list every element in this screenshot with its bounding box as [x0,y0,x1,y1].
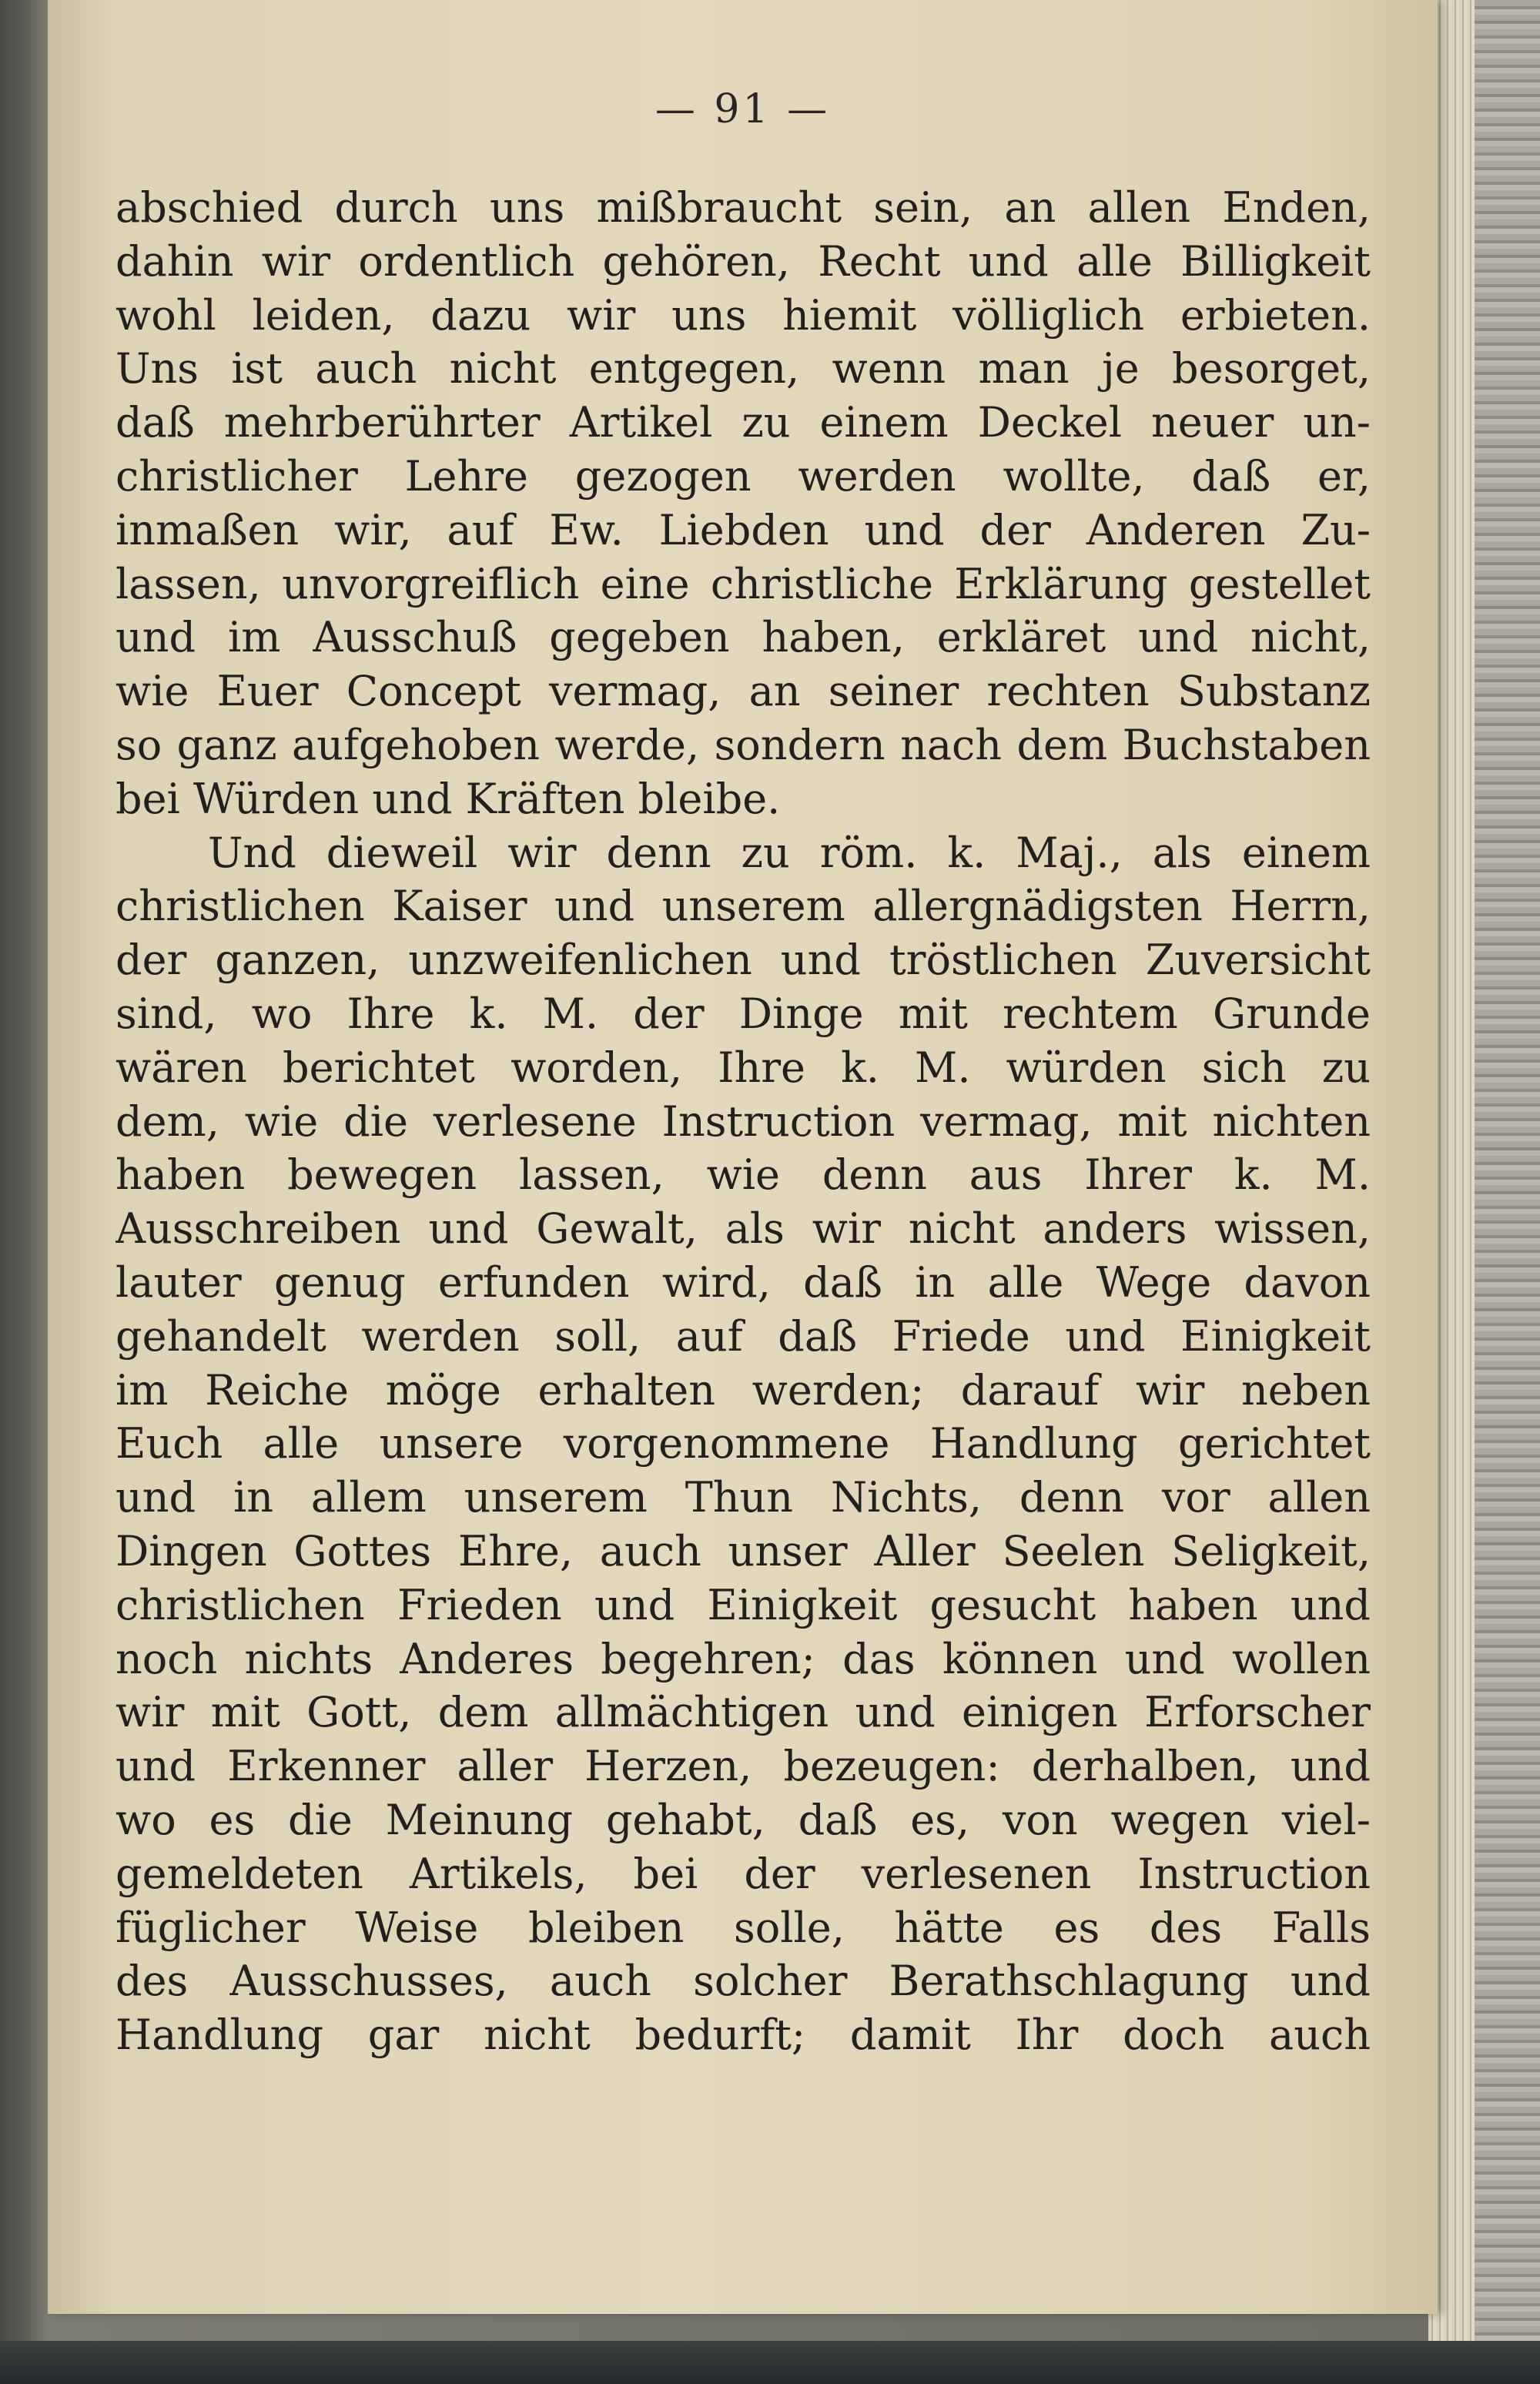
book-page [48,0,1438,2314]
text-line: dahin wir ordentlich gehören, Recht und alle Billigkeit [116,236,1371,286]
text-line: wo es die Meinung gehabt, daß es, von wegen viel- [116,1795,1371,1844]
text-line: gemeldeten Artikels, bei der verlesenen Instruction [116,1849,1371,1898]
text-line: dem, wie die verlesene Instruction vermag, mit nichten [116,1097,1371,1146]
text-line: im Reiche möge erhalten werden; darauf wir neben [116,1365,1371,1415]
text-line: sind, wo Ihre k. M. der Dinge mit rechtem Grunde [116,989,1371,1038]
scan-edge-strip [1467,0,1540,2341]
paragraph-end-line: bei Würden und Kräften bleibe. [116,774,781,823]
text-line: christlichen Kaiser und unserem allergnädigsten Herrn, [116,882,1371,931]
text-line: gehandelt werden soll, auf daß Friede und Einigkeit [116,1311,1371,1361]
page-number: — 91 — [654,86,831,132]
text-line: inmaßen wir, auf Ew. Liebden und der Anderen Zu- [116,505,1371,554]
text-line: füglicher Weise bleiben solle, hätte es des Falls [116,1903,1371,1952]
text-line: so ganz aufgehoben werde, sondern nach dem Buchstaben [116,720,1371,769]
text-line: Dingen Gottes Ehre, auch unser Aller Seelen Seligkeit, [116,1526,1371,1575]
paragraph-start-line: Und dieweil wir denn zu röm. k. Maj., als einem [208,828,1371,877]
text-line: haben bewegen lassen, wie denn aus Ihrer k. M. [116,1150,1371,1200]
text-line: des Ausschusses, auch solcher Berathschlagung und [116,1957,1371,2006]
text-line: daß mehrberührter Artikel zu einem Deckel neuer un- [116,398,1371,447]
text-line: Uns ist auch nicht entgegen, wenn man je besorget, [116,344,1371,393]
body-text [116,181,1371,2062]
text-line: wir mit Gott, dem allmächtigen und einigen Erforscher [116,1688,1371,1737]
text-line: wohl leiden, dazu wir uns hiemit völliglich erbieten. [116,290,1371,340]
text-line: Handlung gar nicht bedurft; damit Ihr doch auch [116,2011,1371,2060]
text-line: noch nichts Anderes begehren; das können und wollen [116,1634,1371,1683]
scan-bottom-band [0,2341,1540,2384]
text-line: Euch alle unsere vorgenommene Handlung gerichtet [116,1419,1371,1468]
text-line: christlichen Frieden und Einigkeit gesucht haben und [116,1580,1371,1629]
text-line: der ganzen, unzweifenlichen und tröstlichen Zuversicht [116,936,1371,985]
text-line: und in allem unserem Thun Nichts, denn vor allen [116,1473,1371,1522]
text-line: und im Ausschuß gegeben haben, erkläret und nicht, [116,613,1371,662]
text-line: christlicher Lehre gezogen werden wollte, daß er, [116,451,1371,501]
text-line: wären berichtet worden, Ihre k. M. würden sich zu [116,1043,1371,1092]
text-line: und Erkenner aller Herzen, bezeugen: derhalben, und [116,1742,1371,1791]
text-line: Ausschreiben und Gewalt, als wir nicht anders wissen, [116,1204,1371,1254]
text-line: wie Euer Concept vermag, an seiner rechten Substanz [116,667,1371,716]
text-line: lassen, unvorgreiflich eine christliche Erklärung gestellet [116,559,1371,608]
text-line: abschied durch uns mißbraucht sein, an allen Enden, [116,183,1371,232]
text-line: lauter genug erfunden wird, daß in alle Wege davon [116,1257,1371,1307]
